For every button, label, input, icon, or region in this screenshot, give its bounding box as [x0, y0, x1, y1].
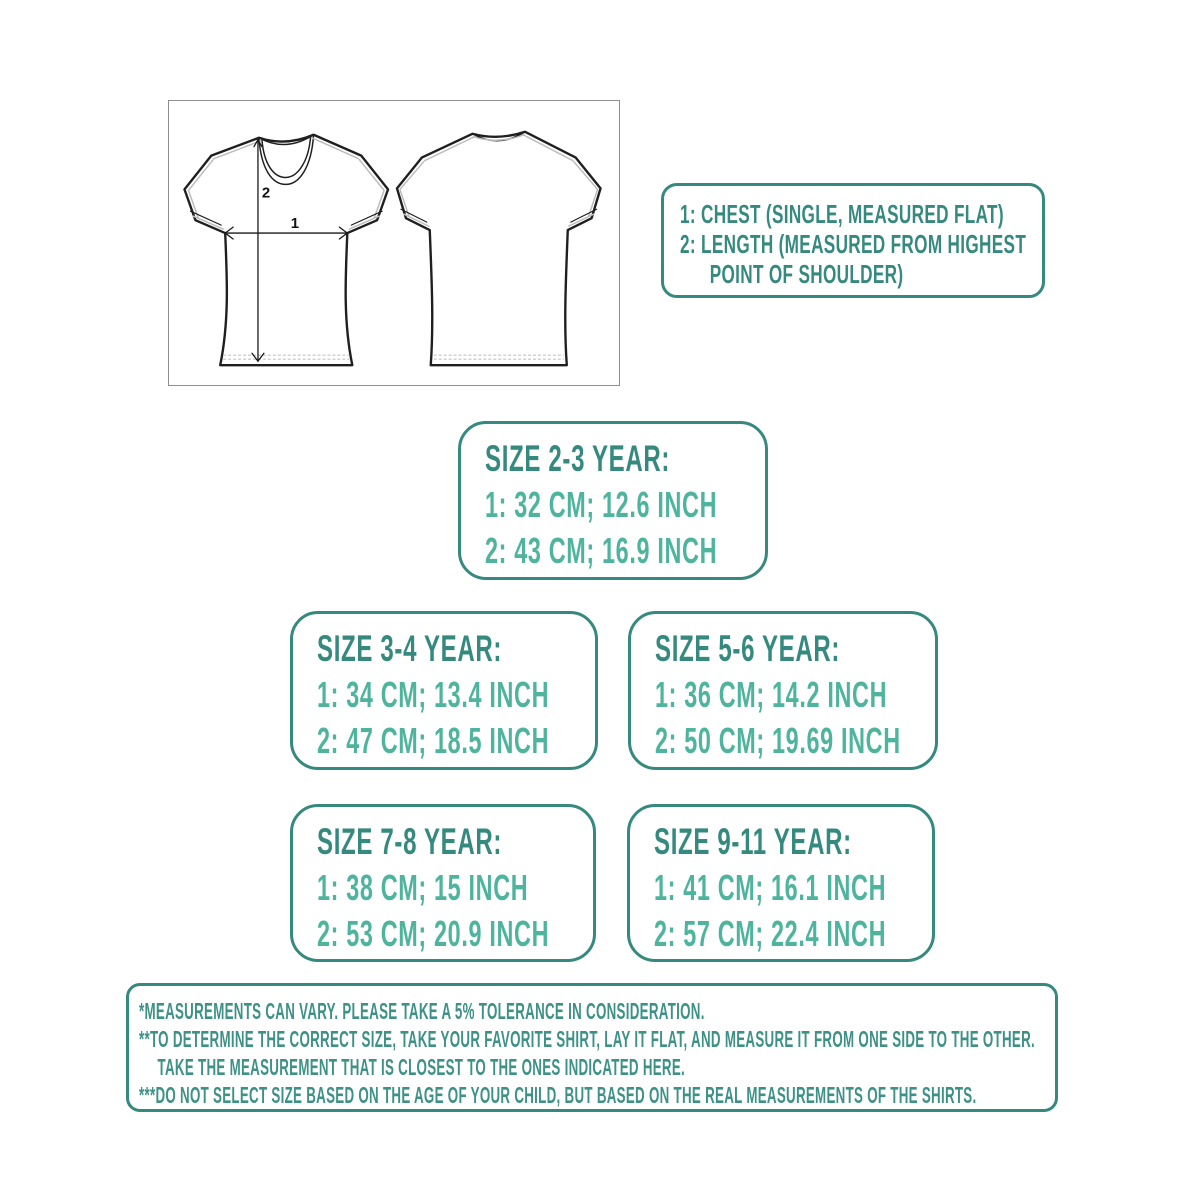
- size-title: SIZE 7-8 YEAR:: [317, 821, 503, 862]
- size-box-9-11-year: [627, 804, 935, 962]
- size-length-value: 2: 43 CM; 16.9 INCH: [485, 530, 718, 571]
- tshirt-front-outline: [184, 135, 388, 365]
- size-title: SIZE 5-6 YEAR:: [655, 628, 841, 669]
- tshirt-diagram-panel: [168, 100, 620, 386]
- size-length-value: 2: 53 CM; 20.9 INCH: [317, 913, 550, 954]
- size-title: SIZE 9-11 YEAR:: [654, 821, 852, 862]
- size-chest-value: 1: 32 CM; 12.6 INCH: [485, 484, 718, 525]
- size-title: SIZE 3-4 YEAR:: [317, 628, 503, 669]
- note-how-to-measure-cont: TAKE THE MEASUREMENT THAT IS CLOSEST TO THE ONES INDICATED HERE.: [157, 1054, 686, 1080]
- note-how-to-measure: **TO DETERMINE THE CORRECT SIZE, TAKE YOUR FAVORITE SHIRT, LAY IT FLAT, AND MEASURE IT FROM ONE SIDE TO THE OTHER.: [139, 1026, 1036, 1052]
- size-length-value: 2: 50 CM; 19.69 INCH: [655, 720, 901, 761]
- measure-label-length: 2: [261, 185, 271, 202]
- note-tolerance: *MEASUREMENTS CAN VARY. PLEASE TAKE A 5% TOLERANCE IN CONSIDERATION.: [139, 998, 705, 1024]
- size-chest-value: 1: 36 CM; 14.2 INCH: [655, 674, 888, 715]
- size-chest-value: 1: 34 CM; 13.4 INCH: [317, 674, 550, 715]
- size-length-value: 2: 47 CM; 18.5 INCH: [317, 720, 550, 761]
- notes-box: [126, 983, 1058, 1112]
- note-age-warning: ***DO NOT SELECT SIZE BASED ON THE AGE OF YOUR CHILD, BUT BASED ON THE REAL MEASUREMENTS OF THE SHIRTS.: [139, 1082, 977, 1108]
- legend-box: [661, 183, 1045, 298]
- size-length-value: 2: 57 CM; 22.4 INCH: [654, 913, 887, 954]
- measure-label-chest: 1: [290, 216, 300, 233]
- size-box-3-4-year: [290, 611, 598, 770]
- size-box-5-6-year: [628, 611, 938, 770]
- size-box-7-8-year: [290, 804, 596, 962]
- size-chest-value: 1: 41 CM; 16.1 INCH: [654, 867, 887, 908]
- size-chest-value: 1: 38 CM; 15 INCH: [317, 867, 529, 908]
- legend-line-chest: 1: CHEST (SINGLE, MEASURED FLAT): [680, 199, 1004, 229]
- size-title: SIZE 2-3 YEAR:: [485, 438, 671, 479]
- tshirt-front-back-diagram: [169, 101, 619, 385]
- legend-line-length: 2: LENGTH (MEASURED FROM HIGHEST: [680, 229, 1027, 259]
- size-box-2-3-year: [458, 421, 768, 580]
- tshirt-back-outline: [397, 132, 601, 365]
- legend-line-length-cont: POINT OF SHOULDER): [709, 259, 904, 289]
